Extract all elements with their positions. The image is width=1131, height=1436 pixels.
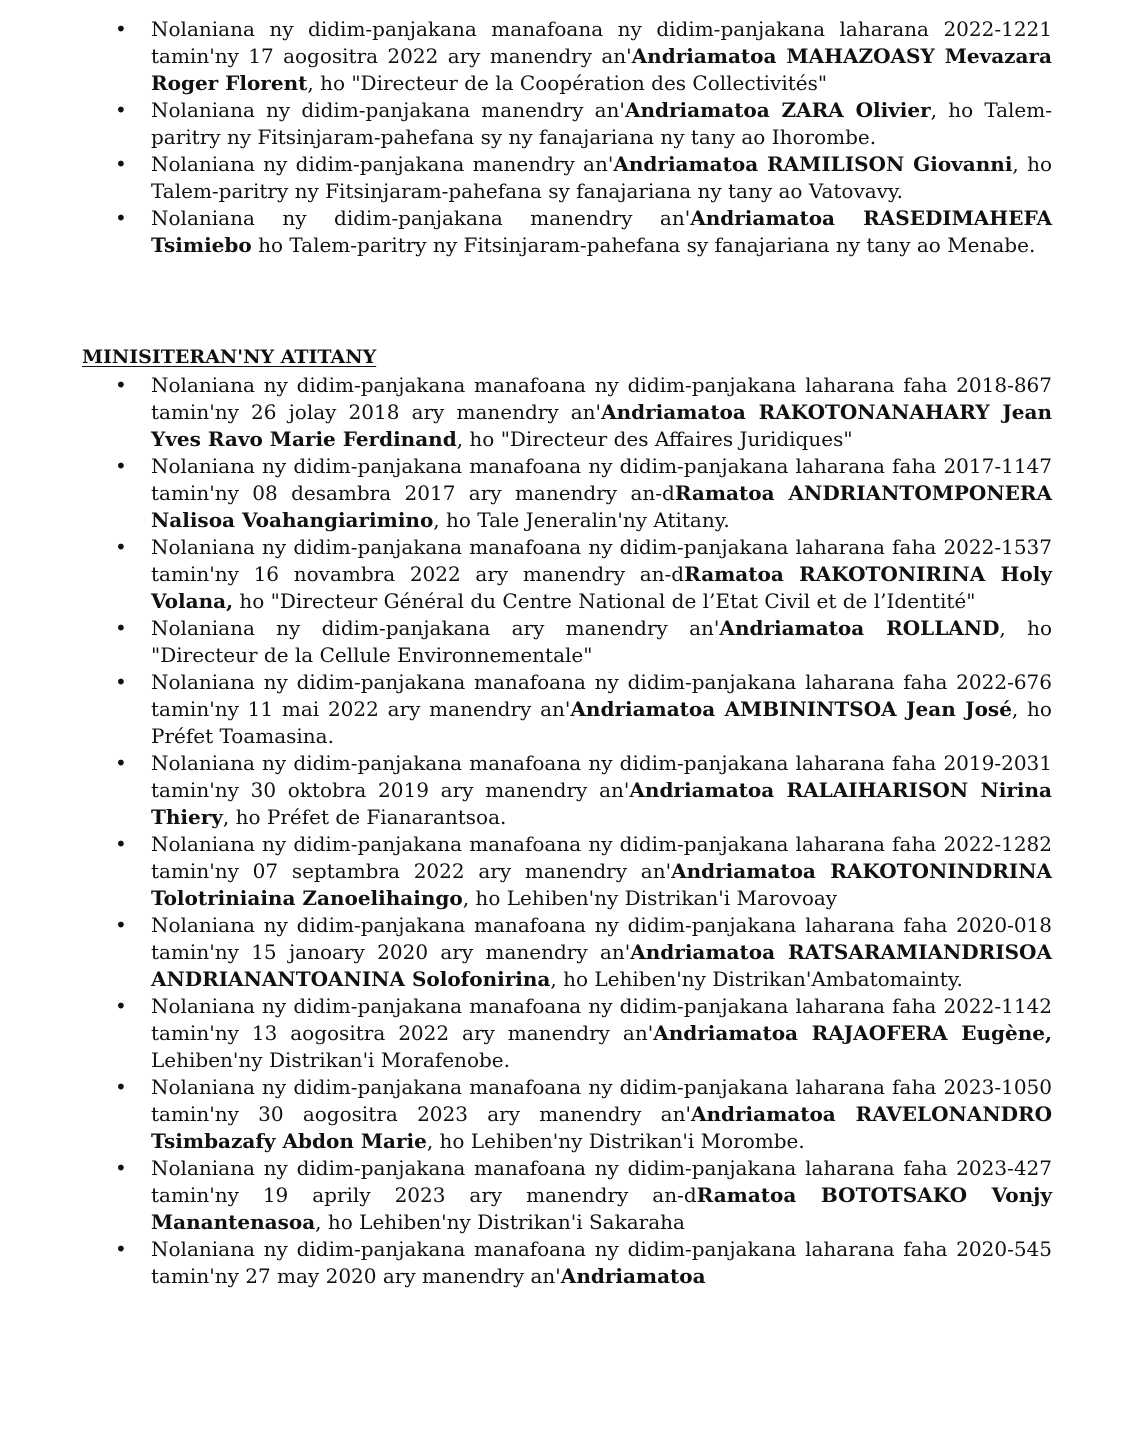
decree-text: Nolaniana ny didim-panjakana manendry an' — [151, 152, 614, 176]
appointee-name: Andriamatoa — [560, 1264, 706, 1288]
decree-position: , ho Préfet de Fianarantsoa. — [222, 805, 507, 829]
decree-text: Nolaniana ny didim-panjakana manafoana ny didim-panjakana laharana faha 2020-018 tamin'ny 15 janoary 2020 ary manendry an' — [151, 913, 1052, 964]
decree-item — [0, 534, 1131, 615]
decree-text: Nolaniana ny didim-panjakana manendry an' — [151, 98, 625, 122]
decree-item — [0, 1155, 1131, 1236]
decree-item — [0, 1074, 1131, 1155]
decree-position: ho Talem-paritry ny Fitsinjaram-pahefana sy fanajariana ny tany ao Menabe. — [251, 233, 1036, 257]
decree-position: , ho Lehiben'ny Distrikan'i Sakaraha — [315, 1210, 685, 1234]
decree-text: Nolaniana ny didim-panjakana manafoana ny didim-panjakana laharana faha 2018-867 tamin'ny 26 jolay 2018 ary manendry an' — [151, 373, 1052, 424]
appointee-name: Ramatoa RAKOTONIRINA Holy Volana, — [151, 562, 1052, 613]
decree-text: Nolaniana ny didim-panjakana manafoana ny didim-panjakana laharana faha 2022-676 tamin'ny 11 mai 2022 ary manendry an' — [151, 670, 1052, 721]
decree-position: , ho Lehiben'ny Distrikan'Ambatomainty. — [550, 967, 963, 991]
decree-text: Nolaniana ny didim-panjakana manafoana ny didim-panjakana laharana faha 2019-2031 tamin'ny 30 oktobra 2019 ary manendry an' — [151, 751, 1052, 802]
decree-text: Nolaniana ny didim-panjakana ary manendry an' — [151, 616, 720, 640]
decree-position: , ho Lehiben'ny Distrikan'i Marovoay — [462, 886, 838, 910]
appointee-name: Andriamatoa RATSARAMIANDRISOA ANDRIANANTOANINA Solofonirina — [151, 940, 1052, 991]
decree-item — [0, 1236, 1131, 1290]
decree-position: , ho Préfet Toamasina. — [151, 697, 1052, 748]
decree-list-collectivites — [0, 16, 1131, 259]
decree-item — [0, 669, 1131, 750]
appointee-name: Andriamatoa AMBININTSOA Jean José — [570, 697, 1012, 721]
appointee-name: Andriamatoa RAJAOFERA Eugène, — [653, 1021, 1052, 1045]
decree-position: , ho Lehiben'ny Distrikan'i Morombe. — [426, 1129, 805, 1153]
appointee-name: Andriamatoa RAKOTONINDRINA Tolotriniaina Zanoelihaingo — [151, 859, 1052, 910]
decree-item — [0, 912, 1131, 993]
decree-item — [0, 16, 1131, 97]
decree-position: , ho "Directeur de la Coopération des Collectivités" — [307, 71, 828, 95]
appointee-name: Andriamatoa RASEDIMAHEFA Tsimiebo — [151, 206, 1052, 257]
decree-position: , ho "Directeur des Affaires Juridiques" — [456, 427, 853, 451]
decree-text: Nolaniana ny didim-panjakana manafoana ny didim-panjakana laharana 2022-1221 tamin'ny 17 aogositra 2022 ary manendry an' — [151, 17, 1052, 68]
appointee-name: Andriamatoa ZARA Olivier — [624, 98, 931, 122]
appointee-name: Andriamatoa RALAIHARISON Nirina Thiery — [151, 778, 1052, 829]
appointee-name: Andriamatoa RAKOTONANAHARY Jean Yves Ravo Marie Ferdinand — [151, 400, 1053, 451]
decree-list-atitany — [0, 372, 1131, 1290]
decree-text: Nolaniana ny didim-panjakana manafoana ny didim-panjakana laharana faha 2020-545 tamin'ny 27 may 2020 ary manendry an' — [151, 1237, 1052, 1288]
decree-position: , ho "Directeur de la Cellule Environnementale" — [151, 616, 1052, 667]
decree-text: Nolaniana ny didim-panjakana manafoana ny didim-panjakana laharana faha 2022-1142 tamin'ny 13 aogositra 2022 ary manendry an' — [151, 994, 1052, 1045]
appointee-name: Andriamatoa RAVELONANDRO Tsimbazafy Abdon Marie — [151, 1102, 1052, 1153]
decree-item — [0, 615, 1131, 669]
decree-item — [0, 151, 1131, 205]
decree-position: Lehiben'ny Distrikan'i Morafenobe. — [151, 1048, 510, 1072]
decree-item — [0, 831, 1131, 912]
decree-text: Nolaniana ny didim-panjakana manafoana ny didim-panjakana laharana faha 2023-427 tamin'ny 19 aprily 2023 ary manendry an-d — [151, 1156, 1052, 1207]
decree-item — [0, 453, 1131, 534]
decree-item — [0, 97, 1131, 151]
decree-position: , ho Tale Jeneralin'ny Atitany. — [433, 508, 730, 532]
appointee-name: Andriamatoa ROLLAND — [719, 616, 1000, 640]
decree-item — [0, 205, 1131, 259]
appointee-name: Ramatoa ANDRIANTOMPONERA Nalisoa Voahangiarimino — [151, 481, 1053, 532]
decree-item — [0, 750, 1131, 831]
decree-text: Nolaniana ny didim-panjakana manafoana ny didim-panjakana laharana faha 2017-1147 tamin'ny 08 desambra 2017 ary manendry an-d — [151, 454, 1052, 505]
appointee-name: Andriamatoa MAHAZOASY Mevazara Roger Florent — [151, 44, 1052, 95]
decree-position: ho "Directeur Général du Centre National de l’Etat Civil et de l’Identité" — [233, 589, 976, 613]
decree-position: , ho Talem-paritry ny Fitsinjaram-pahefana sy ny fanajariana ny tany ao Ihorombe. — [151, 98, 1052, 149]
appointee-name: Andriamatoa RAMILISON Giovanni — [613, 152, 1013, 176]
decree-item — [0, 993, 1131, 1074]
section-heading: MINISITERAN'NY ATITANY — [82, 346, 377, 368]
appointee-name: Ramatoa BOTOTSAKO Vonjy Manantenasoa — [151, 1183, 1052, 1234]
decree-item — [0, 372, 1131, 453]
decree-text: Nolaniana ny didim-panjakana manendry an' — [151, 206, 691, 230]
decree-position: , ho Talem-paritry ny Fitsinjaram-pahefana sy fanajariana ny tany ao Vatovavy. — [151, 152, 1052, 203]
decree-text: Nolaniana ny didim-panjakana manafoana ny didim-panjakana laharana faha 2023-1050 tamin'ny 30 aogositra 2023 ary manendry an' — [151, 1075, 1052, 1126]
decree-text: Nolaniana ny didim-panjakana manafoana ny didim-panjakana laharana faha 2022-1282 tamin'ny 07 septambra 2022 ary manendry an' — [151, 832, 1052, 883]
decree-text: Nolaniana ny didim-panjakana manafoana ny didim-panjakana laharana faha 2022-1537 tamin'ny 16 novambra 2022 ary manendry an-d — [151, 535, 1052, 586]
